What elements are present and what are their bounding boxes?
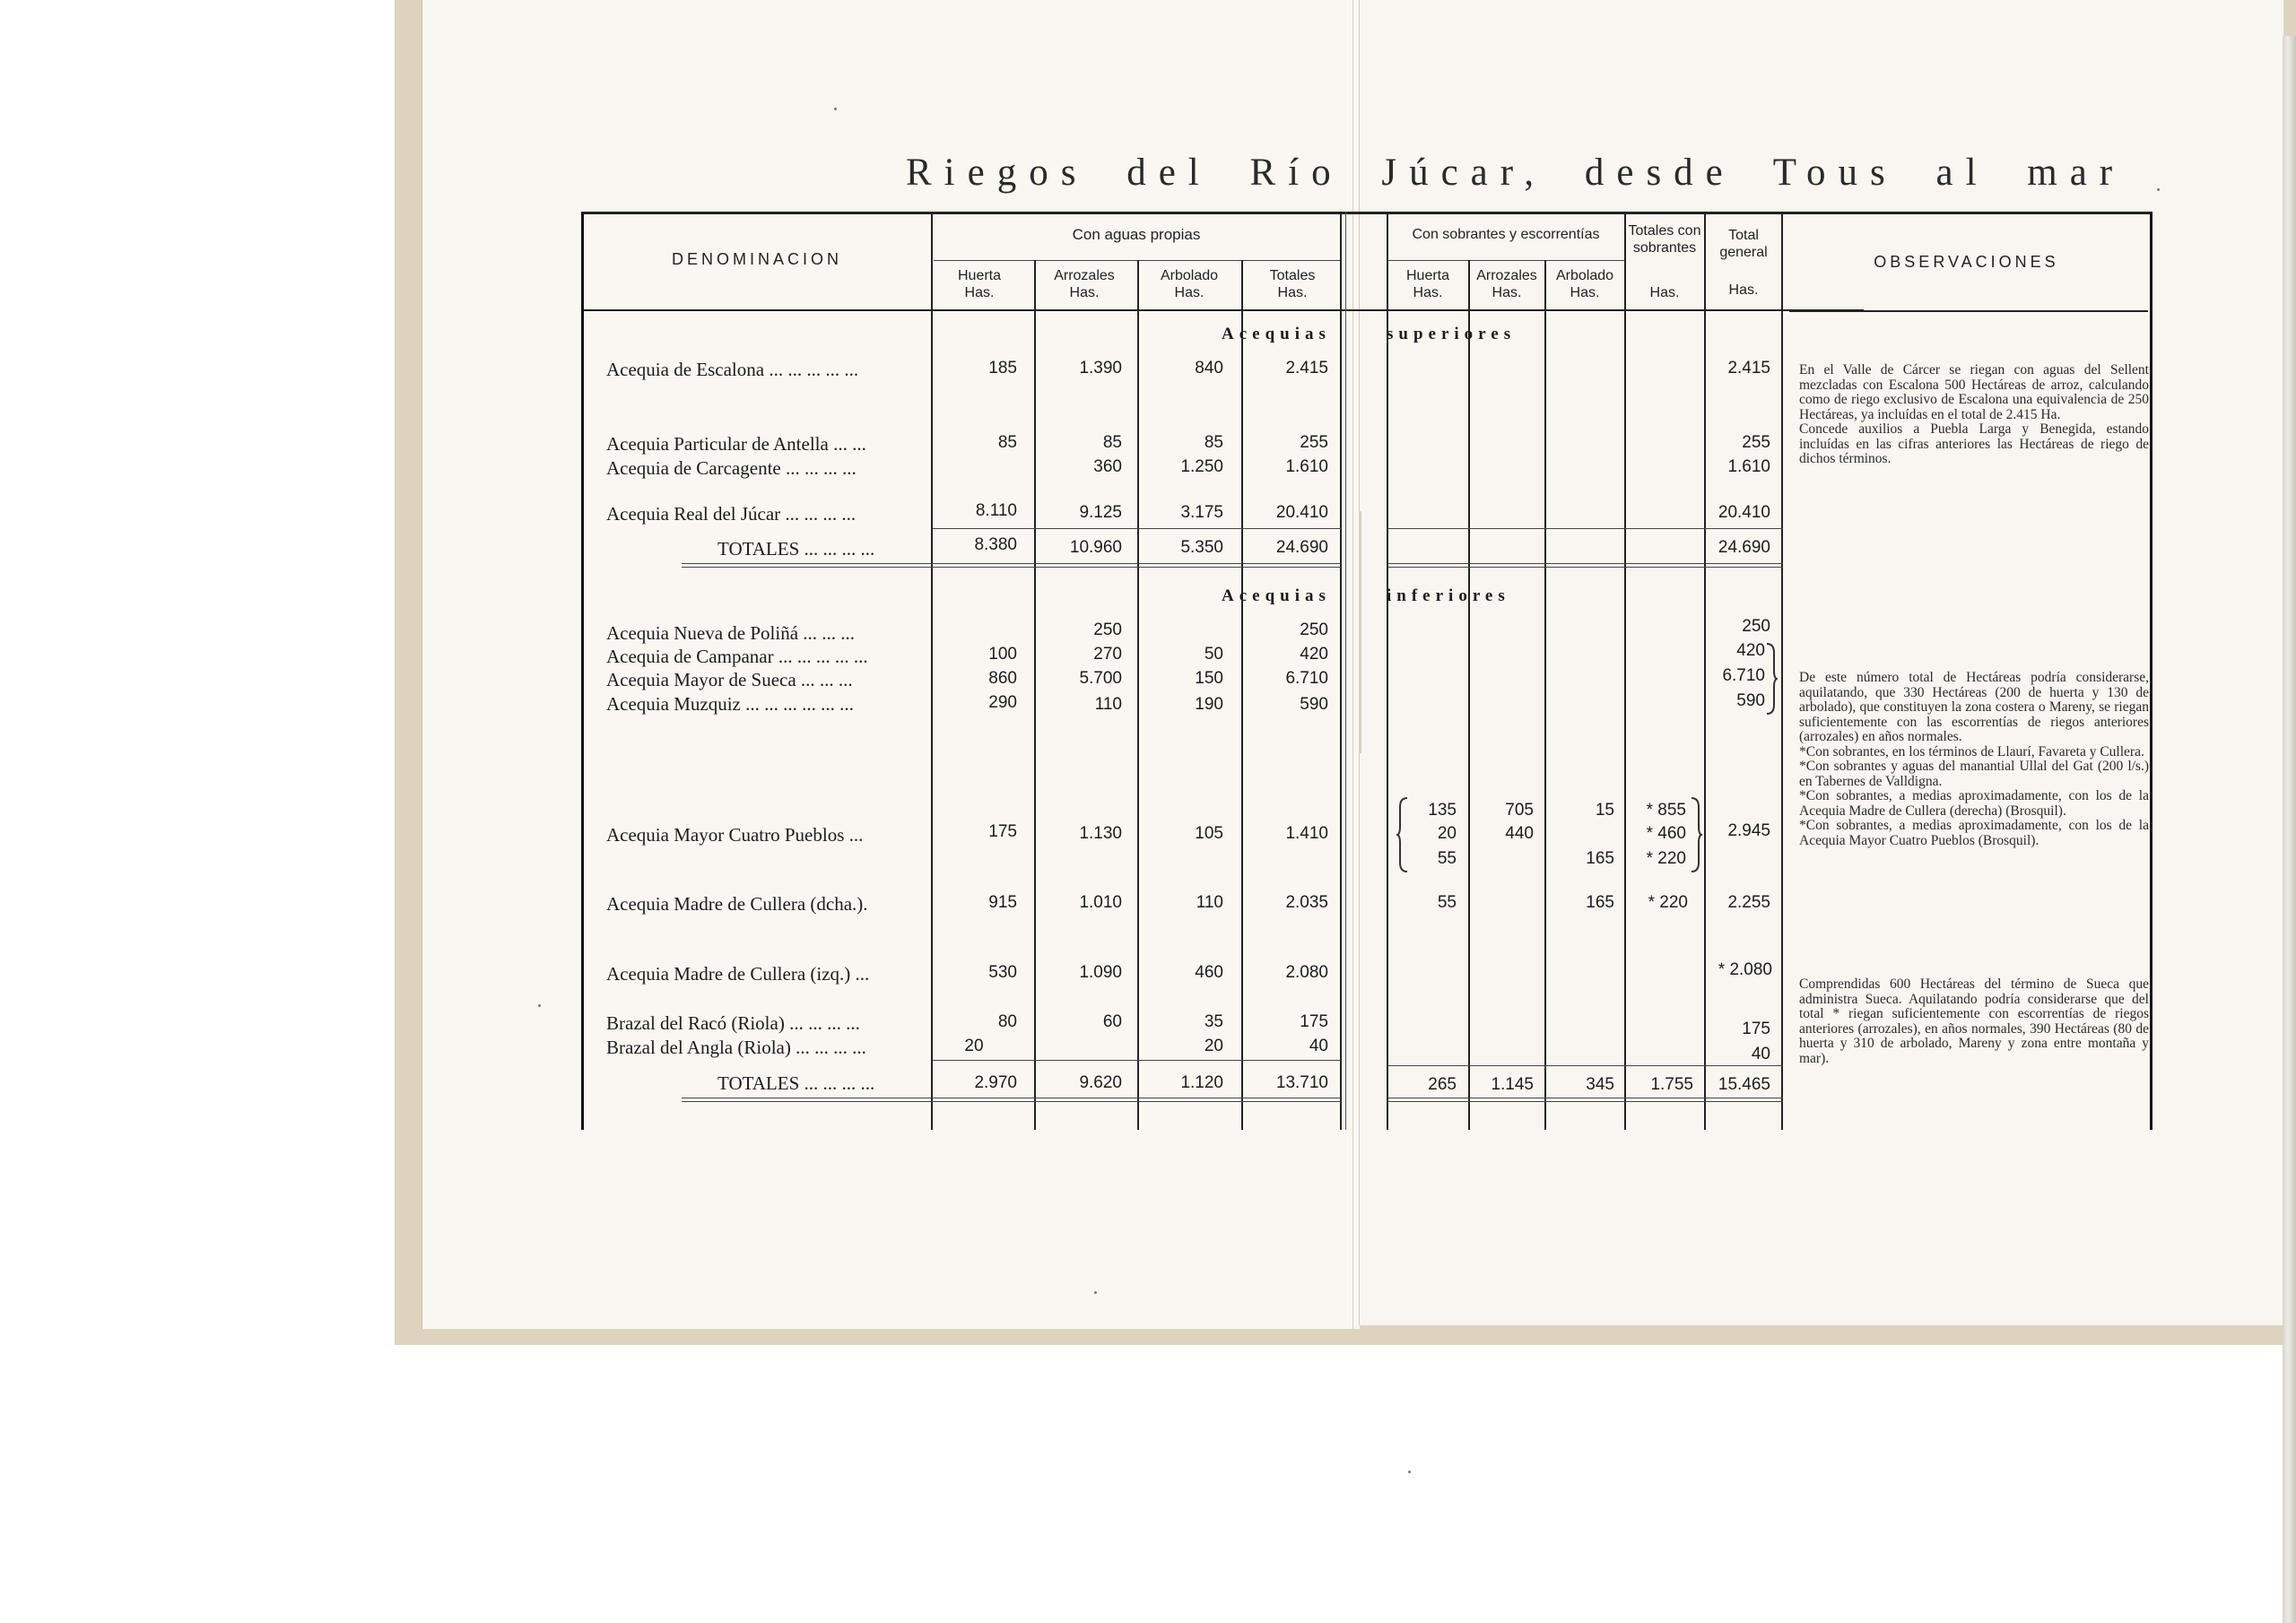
observation-block	[1799, 671, 2149, 848]
cell-sob-huerta: 135	[1428, 801, 1457, 820]
observation-text: Concede auxilios a Puebla Larga y Benegida, estando incluídas en las cifras anteriores las Hectáreas de riego de dichos términos.	[1799, 421, 2149, 466]
header-sobrantes: Con sobrantes y escorrentías	[1412, 227, 1600, 242]
cell-arrozales: 1.090	[1079, 963, 1122, 982]
cell-arbolado: 50	[1204, 645, 1223, 664]
cell-huerta: 8.380	[974, 535, 1017, 554]
cell-arbolado: 110	[1196, 893, 1223, 912]
observation-block	[1799, 363, 2149, 467]
cell-general: 2.945	[1727, 821, 1770, 840]
header-totales-con-sobrantes: Totales con sobrantes	[1628, 223, 1701, 256]
observation-text: *Con sobrantes, a medias aproximadamente, con los de la Acequia Madre de Cullera (derecha) (Brosquil).	[1799, 788, 2149, 819]
cell-totales: 1.610	[1285, 457, 1328, 476]
total-rule	[933, 1060, 1341, 1061]
header-observaciones: OBSERVACIONES	[1874, 253, 2059, 271]
col-divider	[1624, 212, 1626, 1130]
table-top-rule	[581, 212, 2151, 214]
brace-icon	[1690, 796, 1702, 873]
col-divider	[1241, 260, 1243, 1130]
cell-sob-huerta: 265	[1428, 1075, 1457, 1094]
cell-general: 1.610	[1727, 457, 1770, 476]
cell-totales: 40	[1309, 1037, 1328, 1055]
cell-arbolado: 3.175	[1180, 503, 1223, 522]
cell-huerta: 20	[964, 1037, 984, 1055]
cell-sob-arbolado: 15	[1595, 801, 1614, 820]
cell-arrozales: 9.125	[1079, 503, 1122, 522]
cell-totales: 2.080	[1285, 963, 1328, 982]
cell-sob-arrozales: 705	[1505, 801, 1534, 820]
row-name: Acequia de Carcagente ... ... ... ...	[606, 457, 857, 479]
cell-totales: 175	[1300, 1012, 1328, 1031]
band-superiores: superiores	[1387, 325, 1517, 343]
header-huerta: Huerta Has.	[957, 268, 1002, 300]
cell-arbolado: 5.350	[1180, 538, 1223, 557]
binding-stitch	[1359, 511, 1361, 753]
observation-text: *Con sobrantes, en los términos de Llaurí, Favareta y Cullera.	[1799, 743, 2144, 759]
observation-text: *Con sobrantes y aguas del manantial Ullal del Gat (200 l/s.) en Tabernes de Valldigna.	[1799, 759, 2149, 789]
cell-arbolado: 1.120	[1180, 1073, 1223, 1092]
header-has-general: Has.	[1728, 282, 1759, 298]
cell-general: * 2.080	[1718, 960, 1772, 979]
cell-sob-totales: * 220	[1646, 849, 1686, 868]
header-arrozales: Arrozales Has.	[1054, 268, 1115, 300]
cell-sob-totales: * 460	[1646, 824, 1686, 843]
row-name: Acequia Mayor Cuatro Pueblos ...	[606, 824, 864, 846]
observation-block	[1799, 977, 2149, 1066]
cell-huerta: 175	[988, 822, 1017, 841]
cell-arbolado: 105	[1195, 824, 1223, 843]
table-right-border	[2150, 212, 2152, 1130]
row-name: Brazal del Angla (Riola) ... ... ... ...	[606, 1037, 866, 1058]
cell-sob-arbolado: 165	[1586, 849, 1614, 868]
row-name: Acequia Mayor de Sueca ... ... ...	[606, 669, 853, 690]
header-arbolado-sob: Arbolado Has.	[1555, 268, 1614, 300]
cell-arrozales: 250	[1093, 621, 1122, 639]
page-edge	[2283, 36, 2296, 1623]
band-acequias: Acequias	[1222, 586, 1331, 605]
total-double-rule	[682, 563, 1341, 564]
cell-huerta: 185	[988, 359, 1017, 378]
cell-general: 590	[1736, 691, 1765, 710]
cell-arrozales: 1.130	[1079, 824, 1122, 843]
cell-sob-totales: * 220	[1648, 893, 1688, 912]
observation-text: *Con sobrantes, a medias aproximadamente, con los de la Acequia Mayor Cuatro Pueblos (Brosquil).	[1799, 818, 2149, 848]
cell-sob-huerta: 20	[1437, 824, 1457, 843]
paper-speck	[2157, 188, 2160, 191]
row-name: Acequia Madre de Cullera (izq.) ...	[606, 963, 870, 985]
cell-totales: 20.410	[1275, 503, 1328, 522]
cell-arbolado: 150	[1195, 669, 1223, 688]
paper-speck	[834, 108, 837, 110]
cell-arrozales: 5.700	[1079, 669, 1122, 688]
cell-arbolado: 190	[1195, 695, 1223, 714]
col-divider	[1468, 260, 1470, 1130]
col-divider	[1544, 260, 1546, 1130]
cell-sob-huerta: 55	[1437, 893, 1457, 912]
header-denominacion: DENOMINACION	[671, 250, 842, 268]
cell-sob-arrozales: 1.145	[1491, 1075, 1534, 1094]
total-double-rule	[682, 1101, 1341, 1102]
cell-totales: 420	[1300, 645, 1328, 664]
observation-text: De este número total de Hectáreas podría considerarse, aquilatando, que 330 Hectáreas (200 de huerta y 130 de arbolado), que constituyen la zona costera o Mareny, se riegan suficientemente con las escorrentías de riegos anteriores (arrozales) en años normales.	[1799, 670, 2149, 744]
header-huerta-sob: Huerta Has.	[1405, 268, 1450, 300]
header-arbolado: Arbolado Has.	[1160, 268, 1219, 300]
cell-huerta: 530	[988, 963, 1017, 982]
table-left-border	[581, 212, 584, 1130]
brace-icon	[1396, 796, 1409, 873]
header-bottom-rule	[581, 309, 1864, 311]
cell-huerta: 860	[988, 669, 1017, 688]
total-double-rule	[682, 567, 1341, 568]
cell-totales: 250	[1300, 621, 1328, 639]
cell-huerta: 85	[997, 433, 1017, 452]
row-name: Acequia Madre de Cullera (dcha.).	[606, 893, 868, 915]
cell-totales: 13.710	[1275, 1073, 1328, 1092]
cell-general: 6.710	[1722, 666, 1765, 685]
cell-totales: 255	[1300, 433, 1328, 452]
cell-huerta: 80	[997, 1012, 1017, 1031]
row-name: TOTALES ... ... ... ...	[718, 1072, 875, 1094]
header-total-general: Total general	[1719, 228, 1768, 260]
cell-sob-totales: * 855	[1646, 801, 1686, 820]
cell-arrozales: 60	[1102, 1012, 1122, 1031]
cell-huerta: 100	[988, 645, 1017, 664]
total-double-rule	[1388, 1101, 1783, 1102]
cell-sob-totales: 1.755	[1650, 1075, 1693, 1094]
cell-huerta: 915	[988, 893, 1017, 912]
row-name: Acequia Muzquiz ... ... ... ... ... ...	[606, 693, 854, 715]
cell-arrozales: 85	[1102, 433, 1122, 452]
row-name: Acequia Particular de Antella ... ...	[606, 433, 866, 455]
col-divider	[1781, 212, 1783, 1130]
cell-general: 40	[1751, 1045, 1770, 1063]
cell-general: 250	[1742, 617, 1770, 636]
col-divider	[1387, 212, 1388, 1130]
cell-arbolado: 35	[1204, 1012, 1223, 1031]
row-name: TOTALES ... ... ... ...	[718, 538, 875, 560]
header-arrozales-sob: Arrozales Has.	[1476, 268, 1537, 300]
cell-sob-arrozales: 440	[1505, 824, 1534, 843]
cell-arbolado: 1.250	[1180, 457, 1223, 476]
total-rule	[1388, 528, 1783, 529]
row-name: Acequia de Escalona ... ... ... ... ...	[606, 359, 859, 380]
cell-arbolado: 840	[1195, 359, 1223, 378]
cell-arrozales: 270	[1093, 645, 1122, 664]
cell-arrozales: 360	[1093, 457, 1122, 476]
cell-general: 255	[1742, 433, 1770, 452]
cell-totales: 24.690	[1275, 538, 1328, 557]
observation-text: Comprendidas 600 Hectáreas del término de Sueca que administra Sueca. Aquilatando podría considerarse que del total * riegan suficientemente con escorrentías de riegos anteriores (arrozales), en años normales, 390 Hectáreas (80 de huerta y 310 de arbolado, Mareny y zona entre montaña y mar).	[1799, 976, 2149, 1066]
cell-general: 20.410	[1718, 503, 1770, 522]
cell-arrozales: 110	[1094, 695, 1122, 714]
cell-huerta: 290	[988, 693, 1017, 712]
cell-general: 175	[1742, 1020, 1770, 1038]
paper-speck	[1408, 1471, 1411, 1473]
col-divider	[1340, 212, 1342, 1130]
page-fold	[1352, 0, 1353, 1329]
cell-totales: 2.035	[1285, 893, 1328, 912]
col-divider	[1345, 212, 1346, 1130]
cell-totales: 590	[1300, 695, 1328, 714]
cell-general: 2.415	[1727, 359, 1770, 378]
cell-arbolado: 460	[1195, 963, 1223, 982]
cell-arrozales: 10.960	[1069, 538, 1122, 557]
row-name: Acequia de Campanar ... ... ... ... ...	[606, 646, 868, 667]
total-double-rule	[1388, 567, 1783, 568]
cell-arrozales: 1.010	[1079, 893, 1122, 912]
page-title: Riegos del Río Júcar, desde Tous al mar	[906, 152, 2126, 194]
row-name: Acequia Real del Júcar ... ... ... ...	[606, 503, 857, 525]
cell-huerta: 2.970	[974, 1073, 1017, 1092]
total-rule	[1388, 1065, 1783, 1066]
row-name: Brazal del Racó (Riola) ... ... ... ...	[606, 1012, 860, 1034]
cell-arbolado: 85	[1204, 433, 1223, 452]
header-propias: Con aguas propias	[1072, 226, 1201, 243]
cell-general: 24.690	[1718, 538, 1770, 557]
right-page	[1359, 0, 2283, 1325]
cell-sob-huerta: 55	[1437, 849, 1457, 868]
cell-sob-arbolado: 165	[1586, 893, 1614, 912]
header-totales: Totales Has.	[1269, 268, 1316, 300]
band-acequias: Acequias	[1222, 325, 1331, 343]
cell-general: 2.255	[1727, 893, 1770, 912]
observation-text: En el Valle de Cárcer se riegan con aguas del Sellent mezcladas con Escalona 500 Hectáreas de arroz, calculando como de riego exclusivo de Escalona una equivalencia de 250 Hectáreas, ya incluídas en el total de 2.415 Ha.	[1799, 362, 2149, 422]
cell-sob-arbolado: 345	[1586, 1075, 1614, 1094]
band-inferiores: inferiores	[1387, 586, 1510, 605]
brace-icon	[1765, 642, 1778, 716]
total-double-rule	[1388, 563, 1783, 564]
cell-totales: 2.415	[1285, 359, 1328, 378]
cell-huerta: 8.110	[975, 501, 1017, 520]
header-has: Has.	[1649, 285, 1680, 300]
cell-general: 420	[1736, 641, 1765, 660]
paper-speck	[1094, 1291, 1097, 1294]
total-rule	[933, 528, 1341, 529]
obs-header-rule	[1789, 310, 2148, 312]
cell-arrozales: 9.620	[1079, 1073, 1122, 1092]
cell-general: 15.465	[1718, 1075, 1770, 1094]
cell-arrozales: 1.390	[1079, 359, 1122, 378]
cell-totales: 6.710	[1285, 669, 1328, 688]
sobrantes-subrule	[1388, 260, 1625, 261]
row-name: Acequia Nueva de Poliñá ... ... ...	[606, 622, 856, 644]
cell-totales: 1.410	[1285, 824, 1328, 843]
cell-arbolado: 20	[1204, 1037, 1223, 1055]
paper-speck	[538, 1004, 541, 1007]
